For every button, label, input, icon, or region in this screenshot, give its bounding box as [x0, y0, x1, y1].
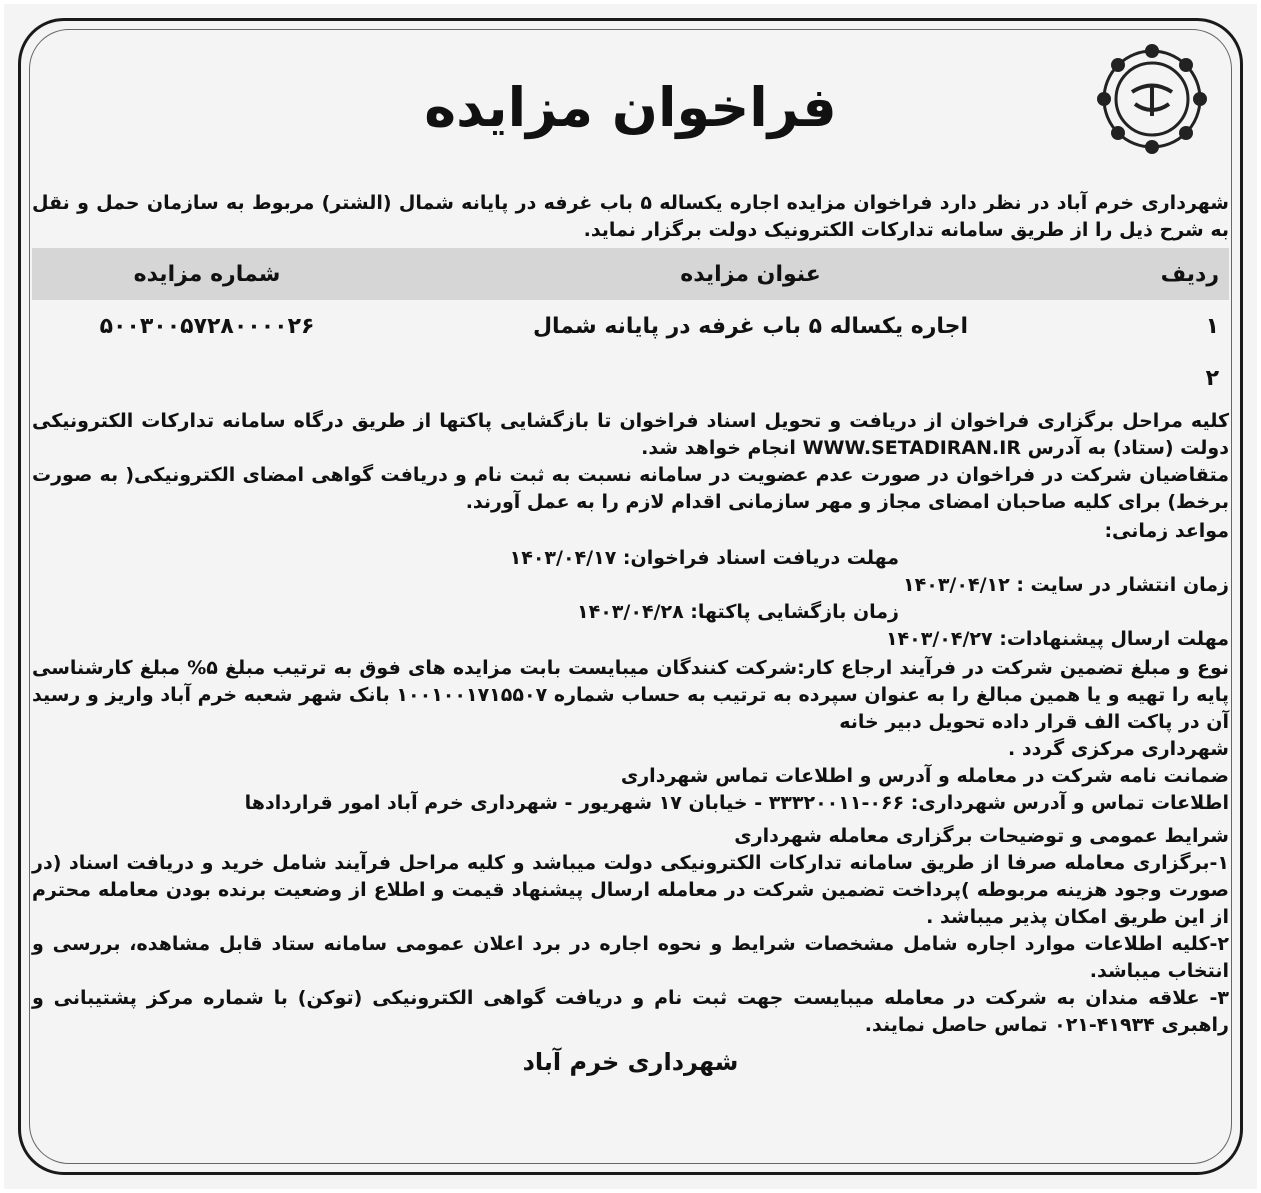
auction-table: [32, 248, 1229, 404]
guarantee-paragraph-end: شهرداری مرکزی گردد .: [1008, 738, 1229, 760]
deadline-receive: مهلت دریافت اسناد فراخوان: ۱۴۰۳/۰۴/۱۷: [509, 547, 899, 569]
table-header-row: [32, 248, 1229, 300]
condition-item: ۲-کلیه اطلاعات موارد اجاره شامل مشخصات شرایط و نحوه اجاره در برد اعلان عمومی سامانه ستاد قابل مشاهده، بررسی و انتخاب میباشد.: [32, 933, 1229, 982]
deadline-opening: زمان بازگشایی پاکتها: ۱۴۰۳/۰۴/۲۸: [577, 601, 899, 623]
condition-item: ۳- علاقه مندان به شرکت در معامله میبایست جهت ثبت نام و دریافت گواهی الکترونیکی (توکن) با شماره مرکز پشتیبانی و راهبری ۴۱۹۳۴-۰۲۱ تماس حاصل نمایند.: [32, 987, 1229, 1036]
table-row: [32, 352, 1229, 404]
deadline-submit: مهلت ارسال پیشنهادات: ۱۴۰۳/۰۴/۲۷: [885, 628, 1229, 650]
auction-number: ۵۰۰۳۰۰۵۷۲۸۰۰۰۰۲۶: [99, 313, 315, 339]
deadline-publish: زمان انتشار در سایت : ۱۴۰۳/۰۴/۱۲: [903, 574, 1229, 596]
table-row: [32, 300, 1229, 352]
intro-paragraph: شهرداری خرم آباد در نظر دارد فراخوان مزایده اجاره یکساله ۵ باب غرفه در پایانه شمال (الشتر) مربوط به سازمان حمل و نقل به شرح ذیل را از طریق سامانه تدارکات الکترونیک دولت برگزار نماید.: [32, 192, 1229, 241]
signature: شهرداری خرم آباد: [522, 1048, 739, 1076]
applicants-paragraph: متقاضیان شرکت در فراخوان در صورت عدم عضویت در سامانه نسبت به ثبت نام و دریافت گواهی امضای الکترونیکی( به صورت برخط) برای کلیه صاحبان امضای مجاز و مهر سازمانی اقدام لازم را به عمل آورند.: [32, 464, 1229, 513]
contact-heading: ضمانت نامه شرکت در معامله و آدرس و اطلاعات تماس شهرداری: [620, 765, 1229, 787]
contact-info: اطلاعات تماس و آدرس شهرداری: ۰۶۶-۳۳۳۲۰۰۱۱ - خیابان ۱۷ شهریور - شهرداری خرم آباد امور قراردادها: [244, 792, 1229, 814]
header-auction-number: شماره مزایده: [32, 248, 382, 300]
deadlines: [32, 518, 1229, 653]
row-number: ۱: [1205, 313, 1219, 339]
header-row-number: ردیف: [1119, 248, 1229, 300]
deadlines-heading: مواعد زمانی:: [1104, 520, 1229, 542]
notice-page: [4, 4, 1257, 1189]
conditions-heading: شرایط عمومی و توضیحات برگزاری معامله شهرداری: [734, 825, 1229, 847]
row-number: ۲: [1205, 365, 1219, 391]
auction-title: [382, 352, 1119, 404]
page-title: فراخوان مزایده: [424, 76, 837, 139]
auction-title: اجاره یکساله ۵ باب غرفه در پایانه شمال: [532, 313, 969, 339]
notice-body: [32, 190, 1229, 1076]
auction-number: [32, 352, 382, 404]
condition-item: ۱-برگزاری معامله صرفا از طریق سامانه تدارکات الکترونیکی دولت میباشد و کلیه مراحل فرآیند شامل خرید و دریافت اسناد (در صورت وجود هزینه مربوطه )پرداخت تضمین شرکت در معامله ارسال پیشنهاد قیمت و اطلاع از وضعیت برنده بودن معامله محترم از این طریق امکان پذیر میباشد .: [32, 852, 1229, 928]
header-auction-title: عنوان مزایده: [382, 248, 1119, 300]
guarantee-paragraph: نوع و مبلغ تضمین شرکت در فرآیند ارجاع کار:شرکت کنندگان میبایست بابت مزایده های فوق به ترتیب مبلغ ۵% مبلغ کارشناسی پایه را تهیه و یا همین مبالغ را به عنوان سپرده به ترتیب به حساب شماره ۱۰۰۱۰۰۱۷۱۵۵۰۷ بانک شهر شعبه خرم آباد واریز و رسید آن در پاکت الف قرار داده تحویل دبیر خانه: [32, 657, 1229, 733]
stages-paragraph: کلیه مراحل برگزاری فراخوان از دریافت و تحویل اسناد فراخوان تا بازگشایی پاکتها از طریق درگاه سامانه تدارکات الکترونیکی دولت (ستاد) به آدرس WWW.SETADIRAN.IR انجام خواهد شد.: [32, 410, 1229, 459]
